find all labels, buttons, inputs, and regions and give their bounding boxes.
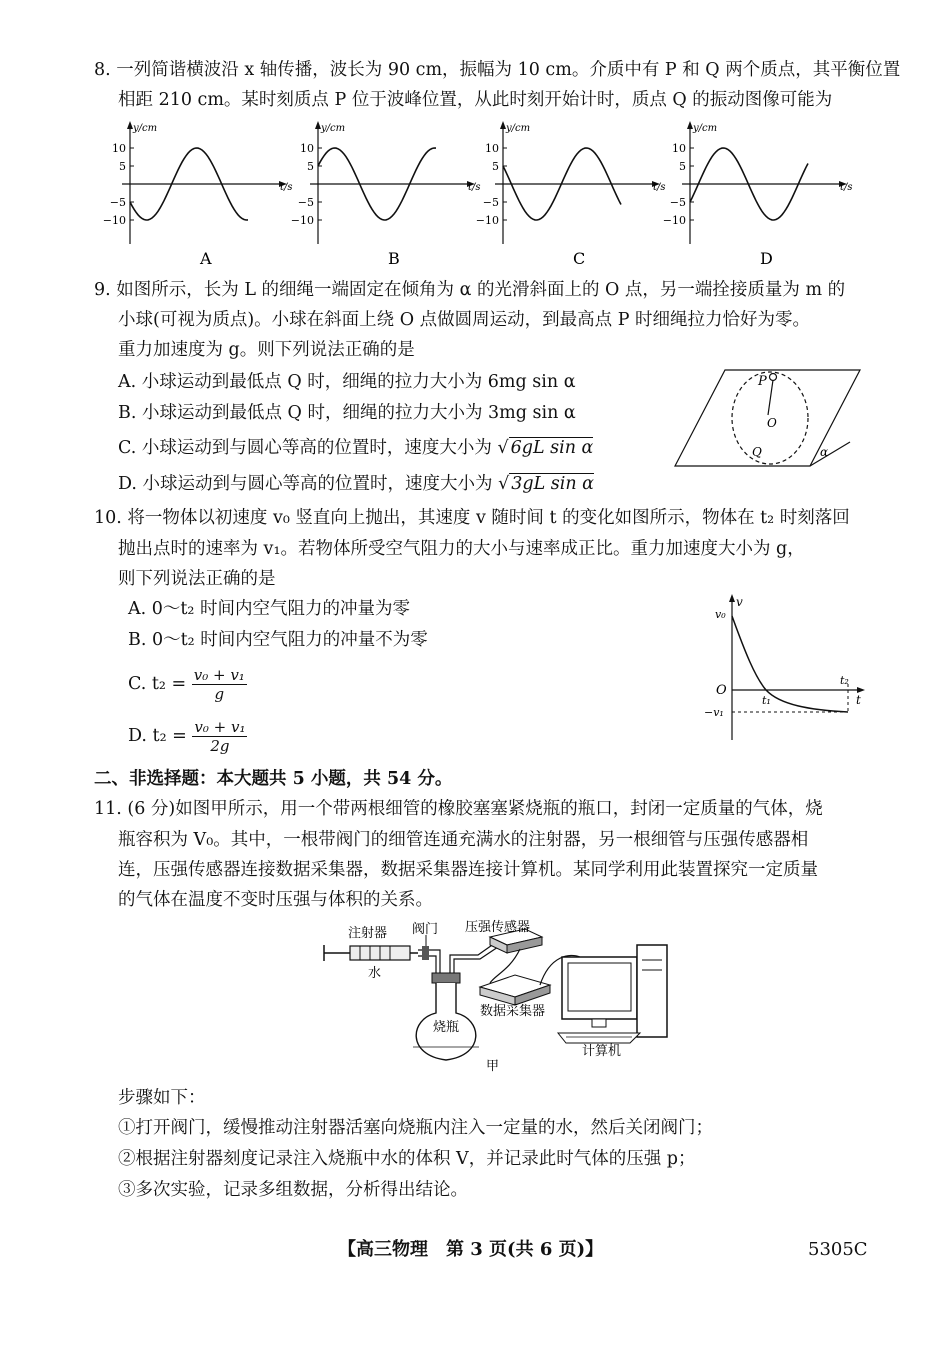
q9-option-c: C. 小球运动到与圆心等高的位置时，速度大小为 √ 6gL sin α [118,438,594,458]
q10-option-d [128,716,247,756]
q9-option-a: A. 小球运动到最低点 Q 时，细绳的拉力大小为 6mg sin α [118,372,576,392]
label-v0: v₀ [715,608,726,621]
string [768,380,773,415]
label-syringe: 注射器 [348,926,388,941]
graph-D-tick-label: 5 [679,160,686,173]
rubber-stopper [432,973,460,983]
v-axis-arrow [729,594,735,602]
graph-D-ylabel: y/cm [693,123,718,134]
q8-line1: 8. 一列简谐横波沿 x 轴传播，波长为 90 cm，振幅为 10 cm。介质中有 P 和 Q 两个质点，其平衡位置 [94,60,901,80]
label-o: O [716,683,727,698]
graph-B-tick-label: 5 [307,160,314,173]
section-2-heading: 二、非选择题：本大题共 5 小题，共 54 分。 [94,769,453,789]
graph-B-xlabel: t/s [468,182,481,193]
q10-line1: 10. 将一物体以初速度 v₀ 竖直向上抛出，其速度 v 随时间 t 的变化如图所示，物体在 t₂ 时刻落回 [94,508,850,528]
q9-line1: 9. 如图所示，长为 L 的细绳一端固定在倾角为 α 的光滑斜面上的 O 点，另一端拴接质量为 m 的 [94,280,846,300]
q9-line3: 重力加速度为 g。则下列说法正确的是 [118,340,415,360]
data-collector-icon [480,975,550,1005]
label-v: v [736,595,743,609]
label-p: P [758,374,767,389]
figure-caption: 甲 [486,1059,500,1074]
graph-B-tick-label: −5 [297,196,314,209]
q11-line1: 11. (6 分)如图甲所示，用一个带两根细管的橡胶塞塞紧烧瓶的瓶口，封闭一定质量的气体，烧 [94,799,823,819]
step-2: ②根据注射器刻度记录注入烧瓶中水的体积 V，并记录此时气体的压强 p； [118,1149,696,1169]
v-t-curve [732,616,848,712]
label-collector: 数据采集器 [480,1004,546,1019]
q11-line3: 连，压强传感器连接数据采集器，数据采集器连接计算机。某同学利用此装置探究一定质量 [118,860,818,880]
label-flask: 烧瓶 [433,1020,460,1035]
computer-icon [558,945,667,1043]
graph-A-xlabel: t/s [280,182,293,193]
q10-line3: 则下列说法正确的是 [118,569,276,589]
graph-D-option-label: D [760,249,773,268]
q10-option-c [128,664,247,704]
graph-B-tick-label: −10 [290,214,314,227]
q9-incline-figure [670,360,870,475]
graph-C-xlabel: t/s [653,182,666,193]
q8-vibration-graphs [0,118,950,270]
label-t: t [856,693,861,707]
graph-A-option-label: A [200,249,212,268]
q10-c-numerator: v₀ + v₁ [193,666,245,684]
q8-line2: 相距 210 cm。某时刻质点 P 位于波峰位置，从此时刻开始计时，质点 Q 的振动图像可能为 [118,90,833,110]
q9-option-d: D. 小球运动到与圆心等高的位置时，速度大小为 √ 3gL sin α [118,474,594,494]
graph-A-tick-label: −10 [102,214,126,227]
footer-page-info: 【高三物理 第 3 页(共 6 页)】 [338,1239,604,1260]
q10-option-c-text: C. t₂ = [128,674,192,694]
valve-icon [422,946,429,960]
q10-option-b: B. 0～t₂ 时间内空气阻力的冲量不为零 [128,630,428,650]
q10-d-numerator: v₀ + v₁ [194,718,246,736]
graph-A-ylabel: y/cm [133,123,158,134]
graph-C-tick-label: 10 [485,142,499,155]
graph-B-tick-label: 10 [300,142,314,155]
graph-D-tick-label: 10 [672,142,686,155]
q9-option-c-text: C. 小球运动到与圆心等高的位置时，速度大小为 [118,438,498,458]
graph-D-tick-label: −5 [669,196,686,209]
label-t2: t₂ [840,674,849,687]
q9-option-d-text: D. 小球运动到与圆心等高的位置时，速度大小为 [118,474,499,494]
q10-option-a: A. 0～t₂ 时间内空气阻力的冲量为零 [128,599,411,619]
graph-C-option-label: C [573,249,586,268]
label-sensor: 压强传感器 [465,920,531,935]
footer-code: 5305C [808,1239,868,1260]
graph-A-tick-label: 10 [112,142,126,155]
graph-C-tick-label: −10 [475,214,499,227]
label-t1: t₁ [762,694,771,707]
label-alpha: α [820,445,829,459]
q11-line4: 的气体在温度不变时压强与体积的关系。 [118,890,433,910]
q11-line2: 瓶容积为 V₀。其中，一根带阀门的细管连通充满水的注射器，另一根细管与压强传感器相 [118,830,809,850]
q9-option-c-radicand: 6gL sin α [510,438,594,458]
label-o: O [767,416,777,430]
graph-D-xlabel: t/s [840,182,853,193]
label-q: Q [752,445,762,459]
graph-D-tick-label: −10 [662,214,686,227]
label-valve: 阀门 [412,922,439,937]
q11-apparatus-figure [310,915,690,1075]
graph-A-tick-label: 5 [119,160,126,173]
q10-c-denominator: g [214,685,225,703]
q10-line2: 抛出点时的速率为 v₁。若物体所受空气阻力的大小与速率成正比。重力加速度大小为 g， [118,539,805,559]
label-computer: 计算机 [582,1044,622,1059]
graph-B-ylabel: y/cm [321,123,346,134]
q10-velocity-graph [700,592,870,742]
syringe-icon [324,945,418,961]
q9-option-b: B. 小球运动到最低点 Q 时，细绳的拉力大小为 3mg sin α [118,403,576,423]
ball-p [770,374,777,381]
label-minus-v1: −v₁ [704,706,724,719]
label-water: 水 [368,966,382,981]
graph-A-tick-label: −5 [109,196,126,209]
graph-C-ylabel: y/cm [506,123,531,134]
q10-option-d-text: D. t₂ = [128,726,193,746]
graph-B-option-label: B [388,249,400,268]
step-1: ①打开阀门，缓慢推动注射器活塞向烧瓶内注入一定量的水，然后关闭阀门； [118,1118,713,1138]
steps-title: 步骤如下： [118,1088,206,1108]
graph-C-tick-label: −5 [482,196,499,209]
q10-d-denominator: 2g [210,737,230,755]
q9-line2: 小球(可视为质点)。小球在斜面上绕 O 点做圆周运动，到最高点 P 时细绳拉力恰好为零。 [118,310,811,330]
step-3: ③多次实验，记录多组数据，分析得出结论。 [118,1180,468,1200]
graph-C-tick-label: 5 [492,160,499,173]
q9-option-d-radicand: 3gL sin α [511,474,594,494]
